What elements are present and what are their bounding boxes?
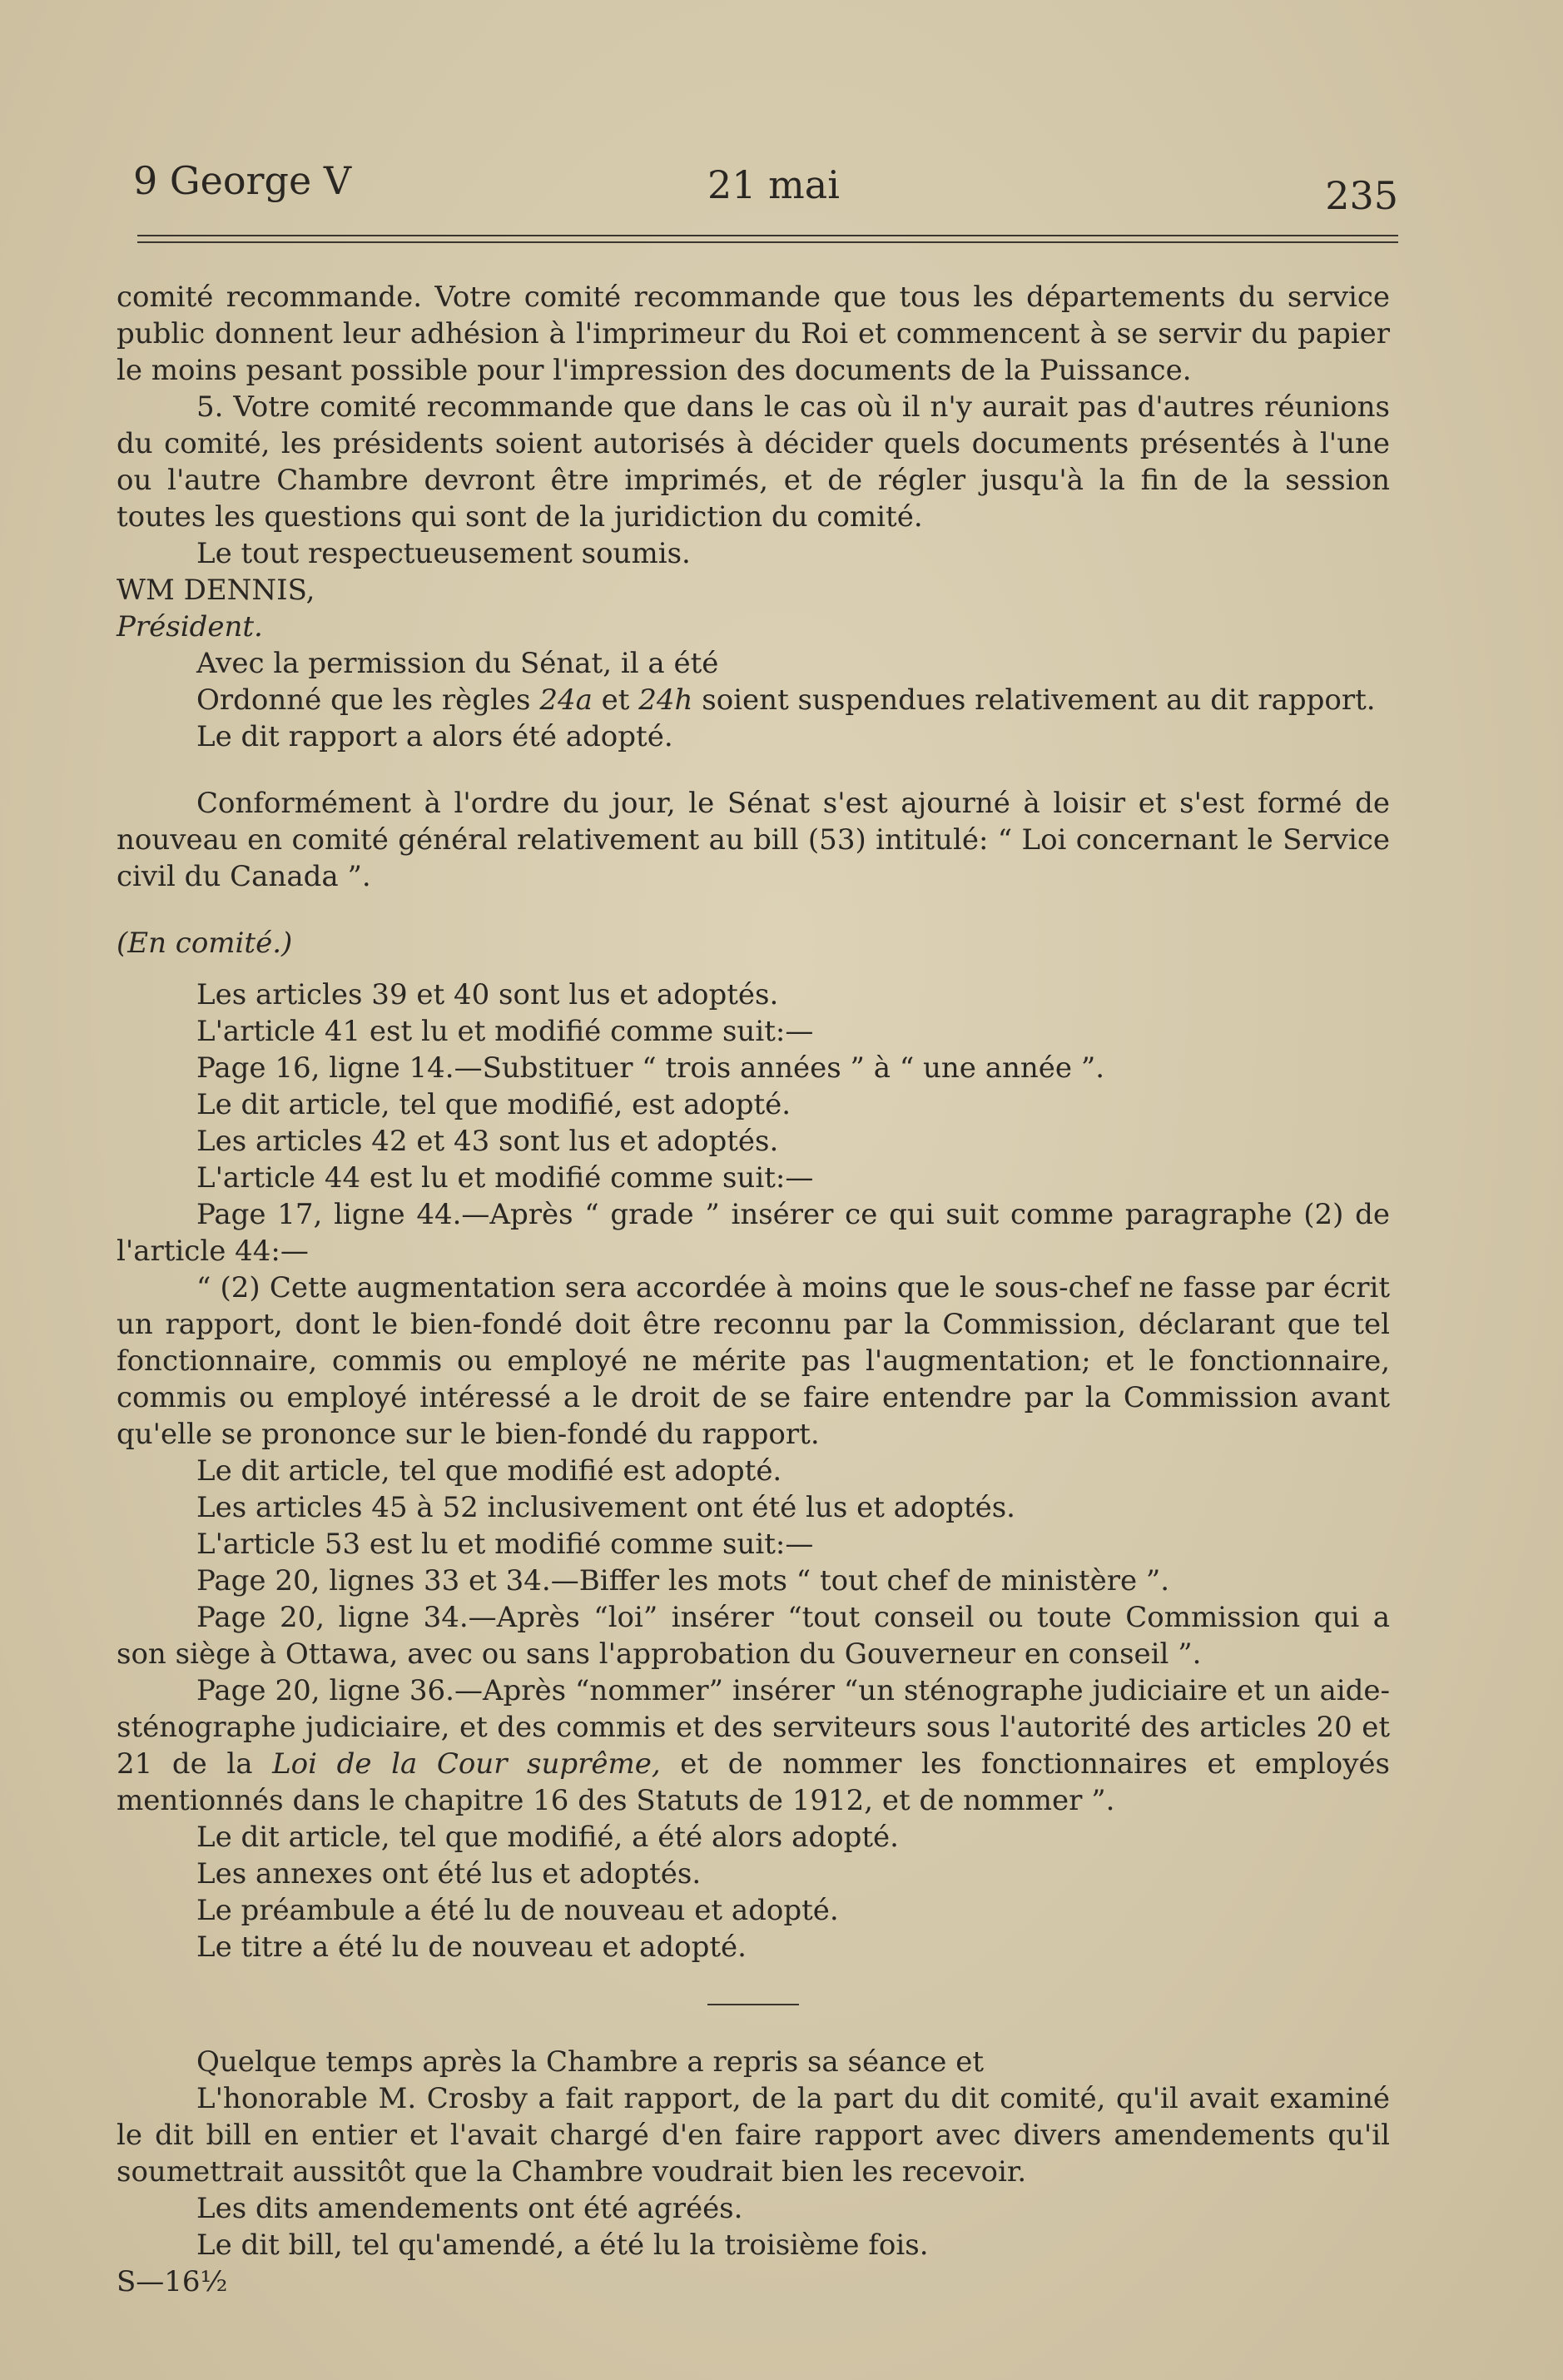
text-line: L'article 41 est lu et modifié comme suit:—	[196, 1015, 814, 1048]
text-line: Le dit article, tel que modifié, est adopté.	[196, 1088, 791, 1121]
text-line: Page 20, lignes 33 et 34.—Biffer les mots “ tout chef de ministère ”.	[196, 1564, 1170, 1597]
page-body	[117, 279, 1390, 2300]
regnal-year: 9 George V	[133, 158, 352, 203]
paragraph: “ (2) Cette augmentation sera accordée à moins que le sous-chef ne fasse par écrit un rapport, dont le bien-fondé doit être reconnu par la Commission, déclarant que tel fonctionnaire, commis ou employé ne mérite pas l'augmentation; et le fonctionnaire, commis ou employé intéressé a le droit de se faire entendre par la Commission avant qu'elle se prononce sur le bien-fondé du rapport.	[117, 1271, 1390, 1451]
page-number: 235	[1325, 173, 1398, 218]
text-line: Les articles 42 et 43 sont lus et adoptés.	[196, 1125, 779, 1158]
text-run: et de nommer les fonctionnaires et employés mentionnés dans le chapitre 16 des Statuts de 1912, et de nommer ”.	[117, 1747, 1390, 1817]
section-divider	[707, 2004, 799, 2005]
rule-ref: 24h	[638, 683, 693, 717]
text-run: Ordonné que les règles	[196, 683, 540, 717]
text-line	[117, 682, 1390, 718]
text-run: Page 20, ligne 36.—Après “nommer” insérer “un sténographe judiciaire et un aide-sténographe judiciaire, et des commis et des serviteurs sous l'autorité des articles 20 et 21 de la	[117, 1674, 1390, 1781]
header-rule-top	[137, 235, 1398, 236]
paragraph: Page 20, ligne 34.—Après “loi” insérer “tout conseil ou toute Commission qui a son siège à Ottawa, avec ou sans l'approbation du Gouverneur en conseil ”.	[117, 1601, 1390, 1671]
header-rule-bottom	[137, 241, 1398, 243]
text-run: soient suspendues relativement au dit rapport.	[692, 683, 1376, 717]
text-line: Page 16, ligne 14.—Substituer “ trois années ” à “ une année ”.	[196, 1051, 1105, 1085]
paragraph	[117, 1672, 1390, 1819]
text-line: Avec la permission du Sénat, il a été	[196, 647, 719, 680]
running-header	[133, 150, 1398, 216]
text-line: Les articles 45 à 52 inclusivement ont été lus et adoptés.	[196, 1491, 1015, 1524]
paragraph: Conformément à l'ordre du jour, le Sénat s'est ajourné à loisir et s'est formé de nouveau en comité général relativement au bill (53) intitulé: “ Loi concernant le Service civil du Canada ”.	[117, 787, 1390, 893]
text-line: Quelque temps après la Chambre a repris sa séance et	[196, 2045, 985, 2079]
text-line: Le dit bill, tel qu'amendé, a été lu la troisième fois.	[196, 2228, 929, 2262]
signature-mark: S—16½	[117, 2265, 228, 2298]
text-line: Les annexes ont été lus et adoptés.	[196, 1857, 702, 1891]
text-run: et	[592, 683, 639, 717]
header-date: 21 mai	[707, 162, 840, 207]
statute-title: Loi de la Cour suprême,	[272, 1747, 661, 1781]
paragraph: L'honorable M. Crosby a fait rapport, de la part du dit comité, qu'il avait examiné le dit bill en entier et l'avait chargé d'en faire rapport avec divers amendements qu'il soumettrait aussitôt que la Chambre voudrait bien les recevoir.	[117, 2082, 1390, 2189]
text-line: Le dit article, tel que modifié, a été alors adopté.	[196, 1821, 899, 1854]
text-line: Les dits amendements ont été agréés.	[196, 2192, 743, 2225]
text-line: L'article 53 est lu et modifié comme suit:—	[196, 1528, 814, 1561]
text-line: Le dit article, tel que modifié est adopté.	[196, 1454, 782, 1488]
text-line: Le préambule a été lu de nouveau et adopté.	[196, 1894, 839, 1927]
text-line: Le tout respectueusement soumis.	[196, 537, 691, 570]
paragraph: Page 17, ligne 44.—Après “ grade ” insérer ce qui suit comme paragraphe (2) de l'article 44:—	[117, 1198, 1390, 1268]
text-line: Le titre a été lu de nouveau et adopté.	[196, 1930, 747, 1964]
paragraph: 5. Votre comité recommande que dans le cas où il n'y aurait pas d'autres réunions du comité, les présidents soient autorisés à décider quels documents présentés à l'une ou l'autre Chambre devront être imprimés, et de régler jusqu'à la fin de la session toutes les questions qui sont de la juridiction du comité.	[117, 390, 1390, 534]
paragraph: comité recommande. Votre comité recommande que tous les départements du service public donnent leur adhésion à l'imprimeur du Roi et commencent à se servir du papier le moins pesant possible pour l'impression des documents de la Puissance.	[117, 281, 1390, 387]
text-line: Les articles 39 et 40 sont lus et adoptés.	[196, 978, 779, 1011]
text-line: Le dit rapport a alors été adopté.	[196, 720, 673, 753]
signature-name: WM DENNIS,	[117, 574, 315, 607]
text-line: L'article 44 est lu et modifié comme suit:—	[196, 1161, 814, 1195]
section-heading: (En comité.)	[117, 927, 293, 960]
rule-ref: 24a	[539, 683, 593, 717]
signature-title: Président.	[117, 610, 263, 643]
